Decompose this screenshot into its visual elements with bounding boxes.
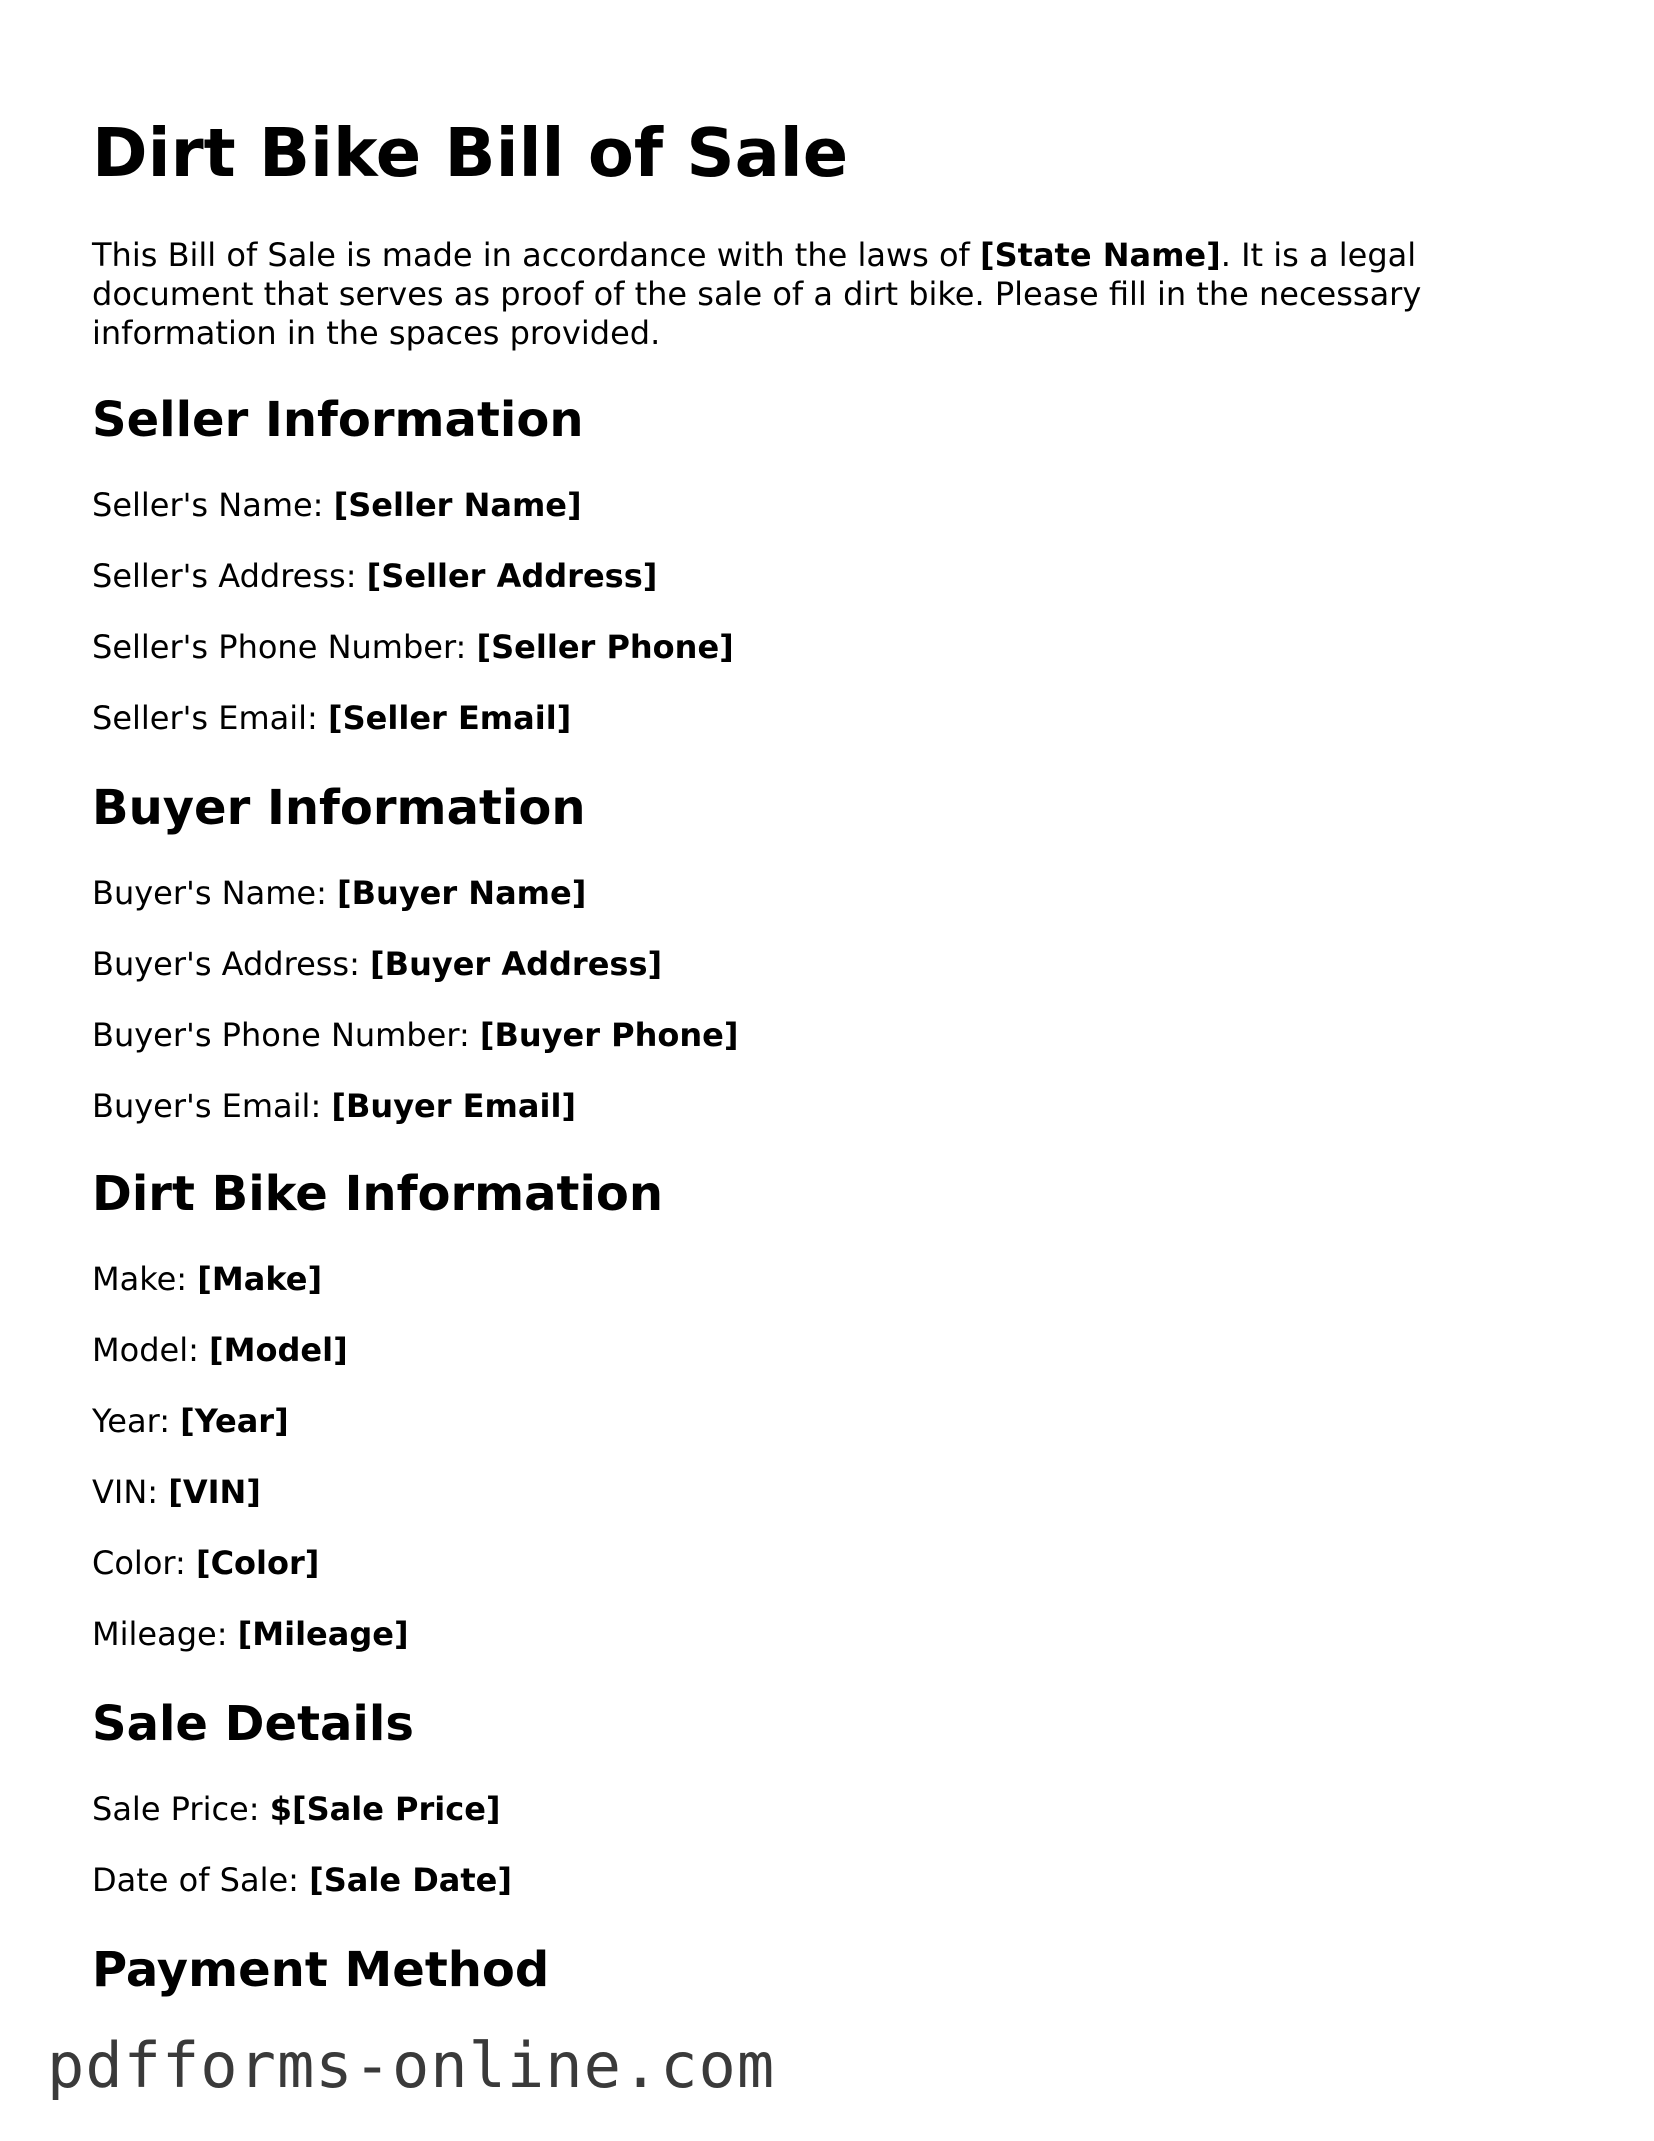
field-value: [Year] bbox=[180, 1402, 289, 1440]
intro-text-before: This Bill of Sale is made in accordance with the laws of bbox=[92, 236, 980, 274]
state-name-placeholder: [State Name] bbox=[979, 236, 1221, 274]
field-label: Seller's Email: bbox=[92, 699, 328, 737]
bike-section-heading: Dirt Bike Information bbox=[92, 1166, 664, 1222]
field-label: Buyer's Name: bbox=[92, 874, 338, 912]
field-label: Mileage: bbox=[92, 1615, 238, 1653]
field-label: Model: bbox=[92, 1331, 210, 1369]
seller-section-heading: Seller Information bbox=[92, 392, 584, 448]
sale-section-heading: Sale Details bbox=[92, 1696, 414, 1752]
field-label: Seller's Address: bbox=[92, 557, 367, 595]
intro-paragraph bbox=[92, 236, 1572, 353]
field-value: [Model] bbox=[209, 1331, 348, 1369]
sale-date-field bbox=[92, 1860, 512, 1900]
bike-year-field bbox=[92, 1401, 289, 1441]
intro-text-after: . It is a legal document that serves as proof of the sale of a dirt bike. Please fill in the necessary information in the spaces provided. bbox=[92, 236, 1422, 352]
field-value: [Color] bbox=[195, 1544, 320, 1582]
field-value: [Make] bbox=[197, 1260, 323, 1298]
field-label: Date of Sale: bbox=[92, 1861, 310, 1899]
seller-address-field bbox=[92, 556, 657, 596]
field-label: Seller's Phone Number: bbox=[92, 628, 477, 666]
buyer-address-field bbox=[92, 944, 662, 984]
buyer-email-field bbox=[92, 1086, 576, 1126]
field-value: [Seller Email] bbox=[328, 699, 572, 737]
buyer-name-field bbox=[92, 873, 586, 913]
field-value: [Sale Date] bbox=[309, 1861, 512, 1899]
bike-vin-field bbox=[92, 1472, 261, 1512]
buyer-section-heading: Buyer Information bbox=[92, 780, 586, 836]
buyer-phone-field bbox=[92, 1015, 739, 1055]
field-label: Make: bbox=[92, 1260, 198, 1298]
seller-phone-field bbox=[92, 627, 734, 667]
field-value: [Mileage] bbox=[237, 1615, 409, 1653]
seller-name-field bbox=[92, 485, 582, 525]
field-value: [Seller Address] bbox=[366, 557, 658, 595]
field-label: Sale Price: bbox=[92, 1790, 270, 1828]
bike-model-field bbox=[92, 1330, 348, 1370]
field-value: [VIN] bbox=[168, 1473, 261, 1511]
bike-color-field bbox=[92, 1543, 319, 1583]
field-label: Buyer's Address: bbox=[92, 945, 371, 983]
field-value: $[Sale Price] bbox=[269, 1790, 501, 1828]
payment-section-heading: Payment Method bbox=[92, 1942, 550, 1998]
field-label: Buyer's Email: bbox=[92, 1087, 332, 1125]
field-label: Buyer's Phone Number: bbox=[92, 1016, 480, 1054]
bike-make-field bbox=[92, 1259, 322, 1299]
field-value: [Buyer Address] bbox=[370, 945, 663, 983]
field-value: [Buyer Email] bbox=[331, 1087, 577, 1125]
field-value: [Seller Name] bbox=[333, 486, 582, 524]
field-label: Seller's Name: bbox=[92, 486, 334, 524]
field-label: Color: bbox=[92, 1544, 196, 1582]
watermark-text: pdfforms-online.com bbox=[47, 2029, 776, 2102]
field-value: [Buyer Phone] bbox=[479, 1016, 739, 1054]
bike-mileage-field bbox=[92, 1614, 409, 1654]
document-title: Dirt Bike Bill of Sale bbox=[92, 114, 849, 192]
field-value: [Buyer Name] bbox=[337, 874, 587, 912]
sale-price-field bbox=[92, 1789, 501, 1829]
field-label: VIN: bbox=[92, 1473, 169, 1511]
field-label: Year: bbox=[92, 1402, 181, 1440]
seller-email-field bbox=[92, 698, 571, 738]
field-value: [Seller Phone] bbox=[476, 628, 734, 666]
